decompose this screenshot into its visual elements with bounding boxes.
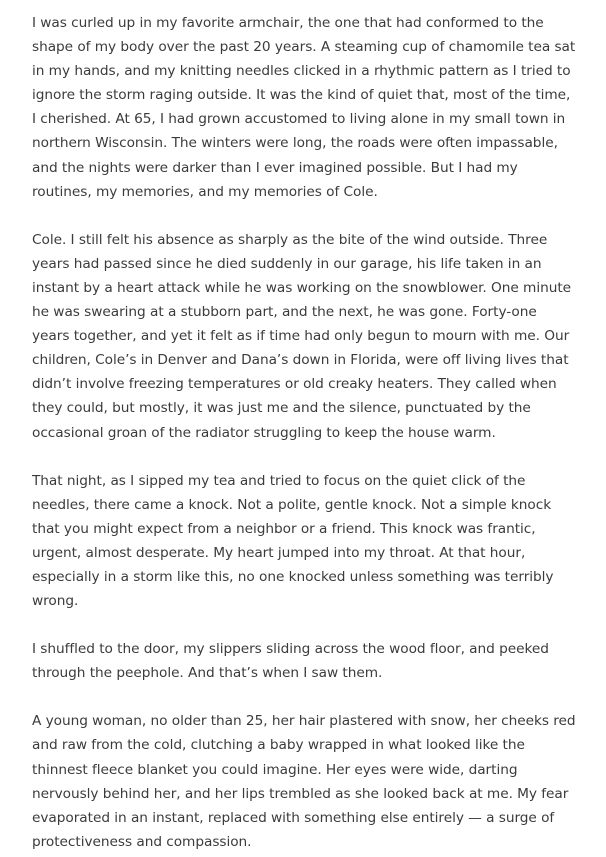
story-paragraph-3: That night, as I sipped my tea and tried to focus on the quiet click of the needles, there came a knock. Not a polite, gentle knock. Not a simple knock that you might expect from a neighbor or a friend. This knock was frantic, urgent, almost desperate. My heart jumped into my throat. At that hour, especially in a storm like this, no one knocked unless something was terribly wrong. (32, 472, 554, 610)
story-paragraph-2: Cole. I still felt his absence as sharply as the bite of the wind outside. Three years had passed since he died suddenly in our garage, his life taken in an instant by a heart attack while he was working on the snowblower. One minute he was swearing at a stubborn part, and the next, he was gone. Forty-one years together, and yet it felt as if time had only begun to mourn with me. Our children, Cole’s in Denver and Dana’s down in Florida, were off living lives that didn’t involve freezing temperatures or old creaky heaters. They called when they could, but mostly, it was just me and the silence, punctuated by the occasional groan of the radiator struggling to keep the house warm. (32, 231, 572, 441)
story-paragraph-4: I shuffled to the door, my slippers sliding across the wood floor, and peeked through the peephole. And that’s when I saw them. (32, 641, 549, 682)
story-paragraph-5: A young woman, no older than 25, her hair plastered with snow, her cheeks red and raw from the cold, clutching a baby wrapped in what looked like the thinnest fleece blanket you could imagine. Her eyes were wide, darting nervously behind her, and her lips trembled as she looked back at me. My fear evaporated in an instant, replaced with something else entirely — a surge of protectiveness and compassion. (32, 713, 576, 850)
story-paragraph-1: I was curled up in my favorite armchair, the one that had conformed to the shape of my body over the past 20 years. A steaming cup of chamomile tea sat in my hands, and my knitting needles clicked in a rhythmic pattern as I tried to ignore the storm raging outside. It was the kind of quiet that, most of the time, I cherished. At 65, I had grown accustomed to living alone in my small town in northern Wisconsin. The winters were long, the roads were often impassable, and the nights were darker than I ever imagined possible. But I had my routines, my memories, and my memories of Cole. (32, 15, 576, 200)
